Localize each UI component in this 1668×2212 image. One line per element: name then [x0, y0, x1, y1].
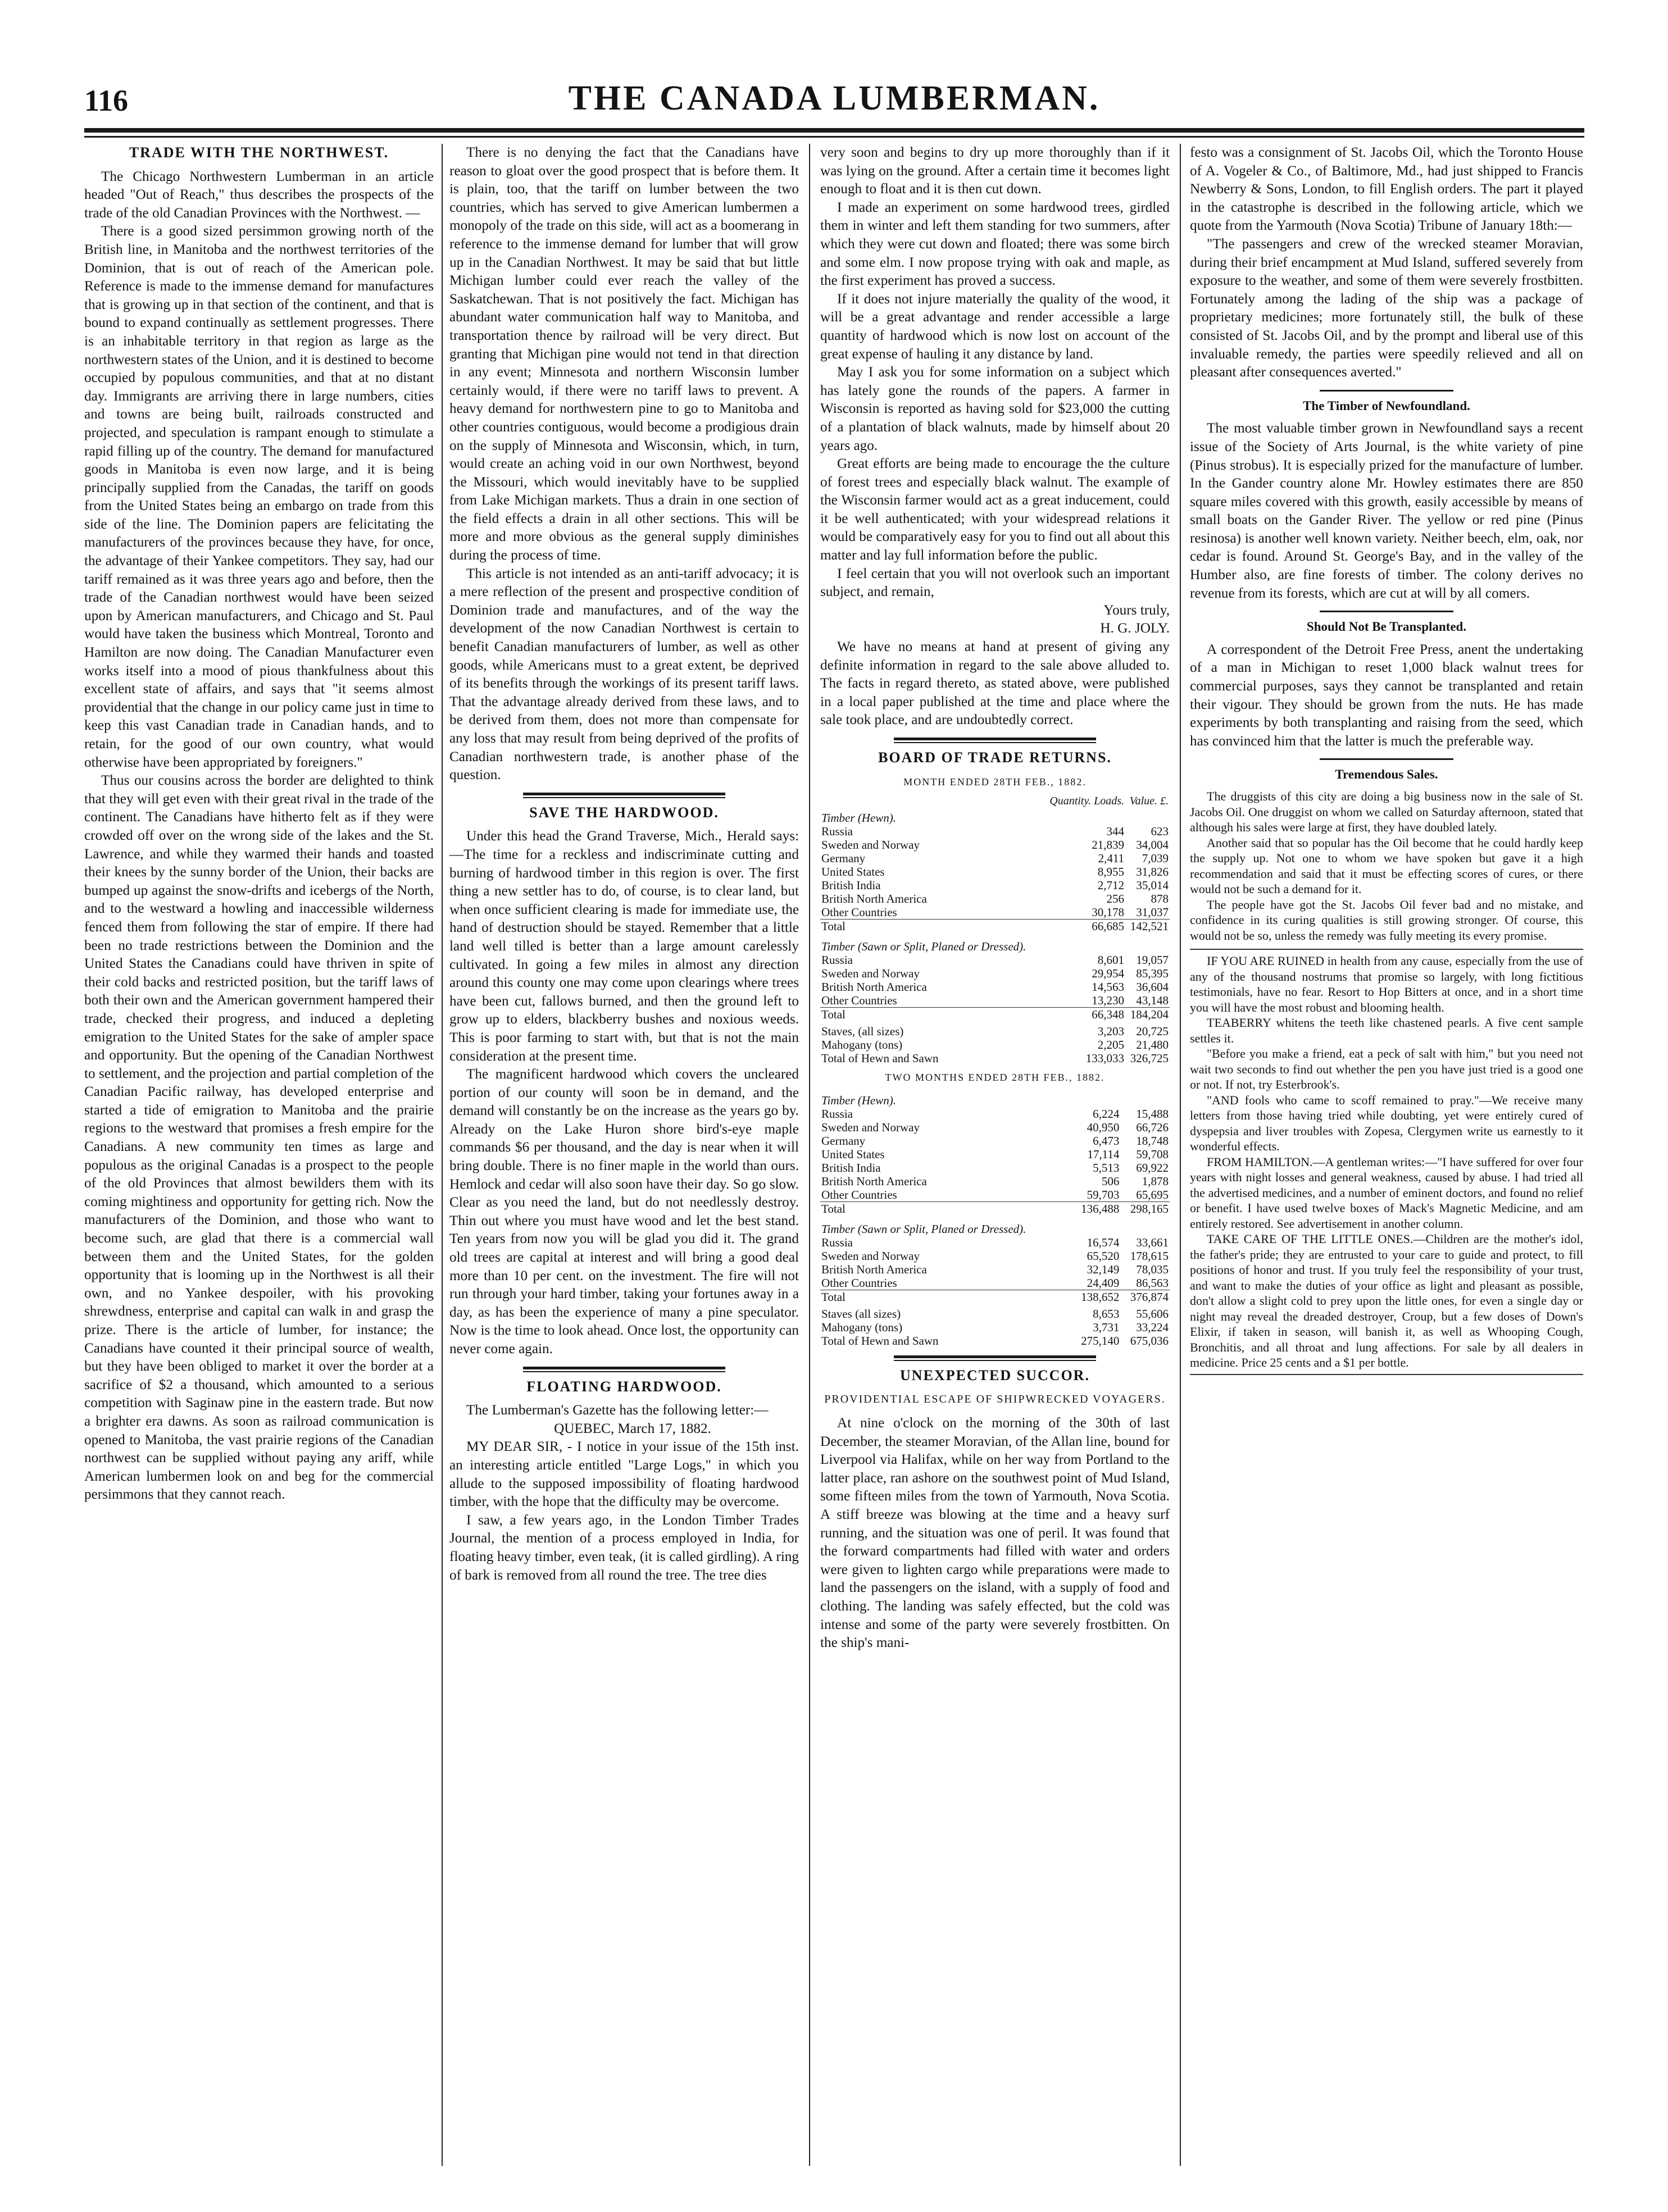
- article-paragraph: I saw, a few years ago, in the London Timber Trades Journal, the mention of a process employed in India, for floating heavy timber, even teak, (it is called girdling). A ring of bark is removed from all round the tree. The tree dies: [449, 1512, 799, 1583]
- value-cell: [1120, 1219, 1170, 1236]
- row-label: Germany: [821, 852, 866, 866]
- row-label: British India: [821, 1160, 881, 1175]
- column-4: [1190, 144, 1583, 2166]
- table-total-row: [820, 1290, 1170, 1307]
- value-cell: 178,615: [1130, 1249, 1169, 1263]
- table-row: [820, 838, 1170, 852]
- article-paragraph: very soon and begins to dry up more thoroughly than if it was lying on the ground. After a certain time it becomes light enough to float and it is then cut down.: [820, 145, 1170, 197]
- table-row: [820, 1276, 1170, 1290]
- section-separator: [894, 738, 1097, 743]
- row-label: Other Countries: [821, 1276, 897, 1290]
- table-row: [820, 1249, 1170, 1263]
- quantity-cell: 30,178: [1092, 905, 1125, 920]
- quantity-cell: 138,652: [1071, 1290, 1121, 1307]
- table-row: [820, 1307, 1170, 1321]
- advertisement: IF YOU ARE RUINED in health from any cause, especially from the use of any of the thousand nostrums that promise so largely, with long fictitious testimonials, have no fear. Resort to Hop Bitters at once, and in a short time you will have the most robust and blooming health.: [1190, 954, 1583, 1014]
- value-cell: 43,148: [1136, 994, 1169, 1008]
- row-label: Total of Hewn and Sawn: [821, 1052, 939, 1066]
- value-cell: 59,708: [1136, 1147, 1169, 1161]
- table-row: [820, 980, 1170, 994]
- page-header: [84, 79, 1584, 125]
- row-label: Sweden and Norway: [821, 1120, 920, 1134]
- table-row: [820, 1052, 1170, 1065]
- article-title: TRADE WITH THE NORTHWEST.: [129, 144, 389, 161]
- quantity-cell: 506: [1101, 1174, 1120, 1188]
- column-divider: [1180, 144, 1181, 2166]
- row-label: British India: [821, 879, 881, 893]
- value-cell: 55,606: [1136, 1307, 1169, 1321]
- value-cell: 878: [1151, 892, 1169, 906]
- article-paragraph: Another said that so popular has the Oil become that he could hardly keep the supply up. Not one to whom we have spoken but gave it a high recommendation and said that it must be effecting scores of cures, or there would not be such a demand for it.: [1190, 835, 1583, 896]
- table-total-row: [820, 1008, 1170, 1025]
- quantity-cell: 66,685: [1043, 920, 1125, 937]
- value-cell: 21,480: [1136, 1038, 1169, 1052]
- value-cell: [1125, 936, 1170, 953]
- table-row: [820, 1321, 1170, 1334]
- column-1: [84, 144, 434, 2166]
- article-paragraph: festo was a consignment of St. Jacobs Oil, which the Toronto House of A. Vogeler & Co., of Baltimore, Md., had just shipped to Francis Newberry & Sons, London, to fill English orders. The part it played in the catastrophe is described in the following article, which we quote from the Yarmouth (Nova Scotia) Tribune of January 18th:—: [1190, 145, 1583, 234]
- table-group-row: [820, 1219, 1170, 1236]
- value-cell: 86,563: [1136, 1276, 1169, 1290]
- advertisement: "AND fools who came to scoff remained to pray."—We receive many letters from those having tried while doubting, yet were entirely cured of dyspepsia and liver troubles with Zopesa, Clergymen write us earnestly to it wonderful effects.: [1190, 1093, 1583, 1153]
- quantity-cell: 8,955: [1097, 865, 1125, 879]
- table-row: [820, 852, 1170, 865]
- quantity-cell: 6,224: [1093, 1107, 1120, 1121]
- returns-table-two-months: [820, 1090, 1170, 1348]
- article-title: FLOATING HARDWOOD.: [526, 1378, 722, 1395]
- value-cell: 31,037: [1136, 905, 1169, 920]
- article-paragraph: This article is not intended as an anti-tariff advocacy; it is a mere reflection of the present and prospective condition of Dominion trade and manufactures, and of the way the development of the now Canadian Northwest is certain to benefit Canadian manufacturers of lumber, as well as other goods, while Americans must to a great extent, be deprived of its benefits through the workings of its present tariff laws. That the advantage already derived from these laws, and to be derived from them, does not more than compensate for any loss that may result from being deprived of the profits of Canadian northwestern trade, is another phase of the question.: [449, 566, 799, 783]
- table-period: MONTH ENDED 28TH FEB., 1882.: [903, 776, 1087, 788]
- row-label: Timber (Sawn or Split, Planed or Dressed).: [821, 940, 1026, 954]
- row-label: Other Countries: [821, 905, 897, 920]
- returns-table-month: [820, 794, 1170, 1065]
- section-separator: [523, 1367, 726, 1372]
- row-label: Timber (Hewn).: [821, 811, 896, 825]
- article-title: UNEXPECTED SUCCOR.: [900, 1367, 1090, 1383]
- row-label: British North America: [821, 892, 927, 906]
- advertisement: FROM HAMILTON.—A gentleman writes:—"I have suffered for over four years with night losses and general weakness, caused by abuse. I had tried all the advertised medicines, and a number of eminent doctors, and found no relief or benefit. I have used twelve boxes of Mack's Magnetic Medicine, and am entirely restored. See advertisement in another column.: [1190, 1154, 1583, 1231]
- table-row: [820, 892, 1170, 905]
- article-paragraph: The people have got the St. Jacobs Oil fever bad and no mistake, and confidence in its curing qualities is still growing stronger. Of course, this would not be so, unless the remedy was fully meeting its every promise.: [1190, 897, 1583, 943]
- quantity-cell: 13,230: [1092, 994, 1125, 1008]
- article-paragraph: The magnificent hardwood which covers the uncleared portion of our county will soon be in demand, and the demand will constantly be on the increase as the years go by. Already on the Lake Huron shore bird's-eye maple commands $6 per thousand, and the day is near when it will bring double. There is no finer maple in the world than ours. Hemlock and cedar will also soon have their day. So go slow. Clear as you need the land, but do not needlessly destroy. Thin out where you must have wood and let the best stand. Ten years from now you will be glad you did it. The grand old trees are capital at interest and will bring a good deal more than 10 per cent. on the investment. The fire will not run through your hard timber, taking your fortunes away in a day, as has been the experience of many a pine speculator. Now is the time to look ahead. Once lost, the opportunity can never come again.: [449, 1067, 799, 1357]
- row-label: United States: [821, 865, 885, 879]
- value-cell: 33,661: [1136, 1235, 1169, 1249]
- value-cell: 19,057: [1136, 953, 1169, 967]
- masthead-title: THE CANADA LUMBERMAN.: [568, 79, 1101, 117]
- row-label: Timber (Sawn or Split, Planed or Dressed).: [821, 1222, 1026, 1236]
- article-paragraph: The most valuable timber grown in Newfoundland says a recent issue of the Society of Arts Journal, is the white variety of pine (Pinus strobus). It is especially prized for the manufacture of lumber. In the Gander country alone Mr. Howley estimates there are 850 square miles covered with this growth, easily accessible by means of small boats on the Gander River. The yellow or red pine (Pinus resinosa) is another well known variety. Neither beech, elm, oak, nor cedar is found. Around St. George's Bay, and in the valley of the Humber also, are fine forests of timber. The colony derives no revenue from its forests, which are cut at will by all comers.: [1190, 421, 1583, 601]
- value-cell: 18,748: [1136, 1134, 1169, 1148]
- quantity-cell: 2,205: [1097, 1038, 1125, 1052]
- value-cell: 31,826: [1136, 865, 1169, 879]
- row-label: Russia: [821, 953, 853, 967]
- quantity-cell: [1071, 1219, 1121, 1236]
- quantity-cell: 136,488: [1071, 1201, 1121, 1219]
- table-period: TWO MONTHS ENDED 28TH FEB., 1882.: [885, 1072, 1105, 1084]
- section-separator: [1320, 390, 1453, 392]
- article-subtitle: PROVIDENTIAL ESCAPE OF SHIPWRECKED VOYAGERS.: [824, 1393, 1166, 1406]
- table-group-row: [820, 1090, 1170, 1107]
- value-cell: 7,039: [1142, 852, 1169, 866]
- article-paragraph: The Chicago Northwestern Lumberman in an article headed "Out of Reach," thus describes the prospects of the trade of the old Canadian Provinces with the Northwest. —: [84, 169, 434, 221]
- article-paragraph: "The passengers and crew of the wrecked steamer Moravian, during their brief encampment at Mud Island, suffered severely from exposure to the weather, and some of them were severely frostbitten. Fortunately among the lading of the ship was a package of proprietary medicines; more fortunately still, the bulk of these consisted of St. Jacobs Oil, and by the prompt and liberal use of this invaluable remedy, the parties were speedily relieved and all on pleasant after consequences averted.": [1190, 236, 1583, 380]
- advertisement: "Before you make a friend, eat a peck of salt with him," but you need not wait two seconds to find out whether the pen you have just tried is a good one or not. If not, try Esterbrook's.: [1190, 1046, 1583, 1091]
- quantity-cell: 17,114: [1087, 1147, 1120, 1161]
- value-cell: 15,488: [1136, 1107, 1169, 1121]
- table-group-row: [820, 936, 1170, 953]
- row-label: Mahogany (tons): [821, 1320, 903, 1334]
- value-cell: 20,725: [1136, 1025, 1169, 1039]
- row-label: Russia: [821, 1235, 853, 1249]
- table-total-row: [820, 920, 1170, 937]
- row-label: Staves, (all sizes): [821, 1025, 904, 1039]
- row-label: Timber (Hewn).: [821, 1093, 896, 1107]
- row-label: British North America: [821, 1262, 927, 1276]
- article-paragraph: The Lumberman's Gazette has the following letter:—: [466, 1403, 769, 1418]
- table-row: [820, 1236, 1170, 1249]
- row-label: Mahogany (tons): [821, 1038, 903, 1052]
- row-label: Other Countries: [821, 994, 897, 1008]
- section-separator: [1320, 611, 1453, 612]
- row-label: United States: [821, 1147, 885, 1161]
- table-header-row: [820, 794, 1170, 808]
- table-row: [820, 967, 1170, 980]
- quantity-cell: 8,653: [1093, 1307, 1120, 1321]
- quantity-header: Quantity. Loads.: [1049, 795, 1125, 808]
- quantity-cell: 256: [1106, 892, 1125, 906]
- header-rule: [84, 128, 1584, 133]
- article-paragraph: I made an experiment on some hardwood trees, girdled them in winter and left them standing for two summers, after which they were cut down and floated; there was some birch and some elm. I now propose trying with oak and maple, as the first experiment has proved a success.: [820, 199, 1170, 289]
- quantity-cell: 65,520: [1087, 1249, 1120, 1263]
- row-label: Sweden and Norway: [821, 1249, 920, 1263]
- table-row: [820, 1263, 1170, 1276]
- table-row: [820, 1025, 1170, 1038]
- table-row: [820, 1334, 1170, 1348]
- article-paragraph: May I ask you for some information on a subject which has lately gone the rounds of the papers. A farmer in Wisconsin is reported as having sold for $23,000 the cutting of a plantation of black walnuts, made by himself about 20 years ago.: [820, 365, 1170, 453]
- value-cell: 142,521: [1125, 920, 1170, 937]
- article-title: SAVE THE HARDWOOD.: [529, 804, 719, 821]
- table-row: [820, 865, 1170, 879]
- column-divider: [442, 144, 443, 2166]
- table-total-row: [820, 1201, 1170, 1219]
- article-paragraph: We have no means at hand at present of giving any definite information in regard to the sale above alluded to. The facts in regard thereto, as stated above, were published in a local paper published at the time and place where the sale took place, and are undoubtedly correct.: [820, 639, 1170, 728]
- article-paragraph: If it does not injure materially the quality of the wood, it will be a great advantage and render accessible a large quantity of hardwood which is now lost on account of the great expense of hauling it any distance by land.: [820, 291, 1170, 362]
- quantity-cell: 3,731: [1093, 1320, 1120, 1334]
- value-cell: 376,874: [1120, 1290, 1170, 1307]
- advertisements: [1190, 949, 1583, 1375]
- table-row: [820, 905, 1170, 920]
- article-paragraph: There is no denying the fact that the Canadians have reason to gloat over the good prospect that is before them. It is plain, too, that the tariff on lumber between the two countries, which has served to give American lumbermen a monopoly of the trade on this side, will act as a boomerang in reference to the immense demand for lumber that will grow up in the Canadian Northwest. It may be said that but little Michigan lumber could ever reach the valley of the Saskatchewan. That is not positively the fact. Michigan has abundant water communication half way to Manitoba, and transportation thence by railroad will be very direct. But granting that Michigan pine would not tend in that direction in any event; Minnesota and northern Wisconsin lumber certainly would, if there were no tariff laws to prevent. A heavy demand for northwestern pine to go to Manitoba and other countries contiguous, would become a prodigious drain on the supply of Minnesota and Wisconsin, which, in turn, would create an aching void in our own Northwest, beyond the Missouri, which would inevitably have to be supplied from Lake Michigan markets. Thus a drain in one section of the field effects a drain in all other sections. This will be more and more obvious as the general supply diminishes during the process of time.: [449, 145, 799, 563]
- quantity-cell: 66,348: [1043, 1008, 1125, 1025]
- column-2: [449, 144, 799, 2166]
- table-row: [820, 879, 1170, 892]
- article-paragraph: I feel certain that you will not overlook such an important subject, and remain,: [820, 566, 1170, 600]
- article-paragraph: MY DEAR SIR, - I notice in your issue of the 15th inst. an interesting article entitled "Large Logs," in which you allude to the supposed impossibility of floating hardwood timber, with the hope that the difficulty may be overcome.: [449, 1439, 799, 1510]
- article-paragraph: Great efforts are being made to encourage the the culture of forest trees and especially black walnut. The example of the Wisconsin farmer would act as a great inducement, could it be well authenticated; with your widespread relations it would be comparatively easy for you to find out all about this matter and lay full information before the public.: [820, 456, 1170, 563]
- row-label: British North America: [821, 1174, 927, 1188]
- article-title: Should Not Be Transplanted.: [1306, 620, 1467, 634]
- value-cell: 623: [1151, 825, 1169, 839]
- page-number: 116: [84, 84, 129, 117]
- row-label: Staves (all sizes): [821, 1307, 901, 1321]
- row-label: Total: [820, 1201, 1071, 1219]
- column-divider: [809, 144, 810, 2166]
- value-header: Value. £.: [1129, 795, 1169, 808]
- value-cell: 34,004: [1136, 838, 1169, 852]
- value-cell: 33,224: [1136, 1320, 1169, 1334]
- table-row: [820, 1121, 1170, 1134]
- article-title: The Timber of Newfoundland.: [1303, 398, 1470, 413]
- quantity-cell: 40,950: [1087, 1120, 1120, 1134]
- article-paragraph: There is a good sized persimmon growing north of the British line, in Manitoba and the northwest territories of the Dominion, that is out of reach of the American pole. Reference is made to the immense demand for manufactures that is growing up in that section of the continent, and that is bound to expand continually as settlement progresses. There is an inhabitable territory in that region as large as the northwestern states of the Union, and it is destined to become occupied by populous communities, and that at no distant day. Immigrants are arriving there in large numbers, cities and towns are being built, railroads constructed and projected, and speculation is rampant enough to stimulate a rapid filling up of the country. The demand for manufactured goods in Manitoba is even now large, and it is being principally supplied from the Canadas, the tariff on goods from the United States being an embargo on trade from this side of the line. The Dominion papers are felicitating the manufacturers of the provinces because they have, for once, the advantage of their Yankee competitors. They say, had our tariff remained as it was three years ago and before, then the trade of the Canadian northwest would have been seized upon by American manufacturers, and Chicago and St. Paul would have taken the business which Montreal, Toronto and Hamilton are now doing. The Canadian Manufacturer even works itself into a mood of pious thankfulness about this excellent state of affairs, and says that "it seems almost providential that the change in our policy came just in time to keep this vast Canadian trade in Canadian hands, and to retain, for the good of our own country, what would otherwise have been appropriated by foreigners.": [84, 224, 434, 770]
- article-paragraph: A correspondent of the Detroit Free Press, anent the undertaking of a man in Michigan to reset 1,000 black walnut trees for commercial purposes, says they cannot be transplanted and retain their vigour. They should be grown from the nuts. He has made experiments by both transplanting and raising from the seed, which has convinced him that the latter is much the preferable way.: [1190, 641, 1583, 749]
- article-paragraph: The druggists of this city are doing a big business now in the sale of St. Jacobs Oil. One druggist on whom we called on Saturday afternoon, stated that although his sales were large at first, they have doubled lately.: [1190, 789, 1583, 834]
- row-label: British North America: [821, 980, 927, 994]
- quantity-cell: [1043, 808, 1125, 825]
- value-cell: 69,922: [1136, 1160, 1169, 1175]
- quantity-cell: 14,563: [1092, 980, 1125, 994]
- article-paragraph: At nine o'clock on the morning of the 30th of last December, the steamer Moravian, of the Allan line, bound for Liverpool via Halifax, while on her way from Portland to the latter place, ran ashore on the southwest point of Mud Island, some fifteen miles from the town of Yarmouth, Nova Scotia. A stiff breeze was blowing at the time and a heavy surf running, and the situation was one of peril. It was found that the forward compartments had filled with water and orders were given to lighten cargo while preparations were made to land the passengers on the island, with a supply of food and clothing. The landing was safely effected, but the cold was intense and some of the party were severely frostbitten. On the ship's mani-: [820, 1415, 1170, 1651]
- value-cell: [1125, 808, 1170, 825]
- row-label: Total: [820, 1008, 1043, 1025]
- quantity-cell: 32,149: [1087, 1262, 1120, 1276]
- article-title: Tremendous Sales.: [1335, 767, 1438, 782]
- quantity-cell: 5,513: [1093, 1160, 1120, 1175]
- row-label: Total of Hewn and Sawn: [821, 1333, 939, 1348]
- table-row: [820, 1107, 1170, 1121]
- quantity-cell: 2,411: [1098, 852, 1125, 866]
- row-label: Sweden and Norway: [821, 967, 920, 981]
- section-separator: [894, 1355, 1097, 1361]
- row-label: Germany: [821, 1134, 866, 1148]
- value-cell: 66,726: [1136, 1120, 1169, 1134]
- quantity-cell: 344: [1106, 825, 1125, 839]
- value-cell: 36,604: [1136, 980, 1169, 994]
- table-row: [820, 953, 1170, 967]
- table-row: [820, 825, 1170, 838]
- section-separator: [523, 793, 726, 798]
- advertisement: TAKE CARE OF THE LITTLE ONES.—Children are the mother's idol, the father's pride; they are entrusted to your care to guide and protect, to fill positions of honor and trust. If you truly feel the responsibility of your trust, and want to make the duties of your office as light and pleasant as possible, don't allow a slight cold to prey upon the little ones, for even a single day or night may reveal the dreaded destroyer, Croup, but a few doses of Down's Elixir, if taken in season, will banish it, as well as Whooping Cough, Bronchitis, and all throat and lung affections. For sale by all dealers in medicine. Price 25 cents and a $1 per bottle.: [1190, 1232, 1583, 1369]
- quantity-cell: 59,703: [1087, 1187, 1120, 1201]
- quantity-cell: [1043, 936, 1125, 953]
- column-3: [820, 144, 1170, 2166]
- letter-closing: Yours truly,: [1103, 602, 1170, 618]
- table-row: [820, 1148, 1170, 1161]
- quantity-cell: [1071, 1090, 1121, 1107]
- table-row: [820, 1038, 1170, 1052]
- quantity-cell: 3,203: [1097, 1025, 1125, 1039]
- row-label: Total: [820, 1290, 1071, 1307]
- article-paragraph: Thus our cousins across the border are delighted to think that they will get even with their great rival in the trade of the continent. The Canadians have hitherto felt as if they were crowded off over on the wrong side of the lakes and the St. Lawrence, and while they warmed their hands and toasted their knees by the sunny border of the Union, their backs are bumped up against the snow-drifts and icebergs of the North, and to the westward a howling and inaccessible wilderness fenced them from following the star of empire. If there had been no trade restrictions between the Dominion and the United States the Canadians could have thriven in spite of their cold backs and restricted position, but the tariff laws of both their own and the American government hampered their trade, checked their progress, and induced a depleting emigration to the United States for the sake of ampler space and opportunity. But the opening of the Canadian Northwest to settlement, and the projection and partial completion of the Canadian Pacific railway, has developed enterprise and started a tide of emigration to Manitoba and the prairie regions to the westward that promises a fresh empire for the Canadians. A new community ten times as large and populous as the original Canadas is a prospect to the people of the old Provinces that almost bewilders them with its coming mightiness and opportunity for getting rich. Now the manufacturers of the Dominion, and those who want to become such, are glad that there is a commercial wall between them and the United States, for the golden opportunity that is looming up in the Northwest is all their own, and no Yankee despoiler, with his provoking shrewdness, enterprise and capital can walk in and grasp the prize. There is the article of lumber, for instance; the Canadians have counted it their principal source of wealth, but they have been obliged to market it over the border at a sacrifice of $2 a thousand, which amounted to a serious competition with Saginaw pine in the eastern trade. But now a brighter era dawns. As soon as railroad communication is opened to Manitoba, the vast prairie regions of the Canadian northwest can be supplied without paying any ariff, while American lumbermen look on and beg for the commercial persimmons that they cannot reach.: [84, 773, 434, 1503]
- value-cell: [1120, 1090, 1170, 1107]
- quantity-cell: 29,954: [1092, 967, 1125, 981]
- value-cell: 326,725: [1130, 1052, 1169, 1066]
- table-row: [820, 1175, 1170, 1188]
- value-cell: 184,204: [1125, 1008, 1170, 1025]
- table-row: [820, 1134, 1170, 1148]
- row-label: Other Countries: [821, 1187, 897, 1201]
- quantity-cell: 24,409: [1087, 1276, 1120, 1290]
- table-group-row: [820, 808, 1170, 825]
- table-row: [820, 1188, 1170, 1202]
- quantity-cell: 2,712: [1097, 879, 1125, 893]
- value-cell: 65,695: [1136, 1187, 1169, 1201]
- quantity-cell: 8,601: [1097, 953, 1125, 967]
- table-row: [820, 994, 1170, 1008]
- quantity-cell: 275,140: [1081, 1333, 1120, 1348]
- row-label: Total: [820, 920, 1043, 937]
- table-row: [820, 1161, 1170, 1175]
- row-label: Russia: [821, 1107, 853, 1121]
- value-cell: 1,878: [1142, 1174, 1169, 1188]
- quantity-cell: 133,033: [1085, 1052, 1125, 1066]
- row-label: Sweden and Norway: [821, 838, 920, 852]
- value-cell: 85,395: [1136, 967, 1169, 981]
- value-cell: 78,035: [1136, 1262, 1169, 1276]
- letter-dateline: QUEBEC, March 17, 1882.: [554, 1421, 711, 1436]
- value-cell: 675,036: [1130, 1333, 1169, 1348]
- header-rule-thin: [84, 136, 1584, 138]
- quantity-cell: 16,574: [1087, 1235, 1120, 1249]
- table-title: BOARD OF TRADE RETURNS.: [878, 749, 1112, 766]
- value-cell: 298,165: [1120, 1201, 1170, 1219]
- value-cell: 35,014: [1136, 879, 1169, 893]
- section-separator: [1320, 758, 1453, 760]
- row-label: Russia: [821, 825, 853, 839]
- article-paragraph: Under this head the Grand Traverse, Mich., Herald says:—The time for a reckless and indiscriminate cutting and burning of hardwood timber in this region is over. The first thing a new settler has to do, of course, is to clear land, but when once sufficient clearing is made for immediate use, the hand of destruction should be stayed. Remember that a little land well tilled is better than a large amount carelessly cultivated. In going a few miles in almost any direction around this county one may come upon clearings where trees have been cut, fallows burned, and then the ground left to grow up to elders, blackberry bushes and noxious weeds. This is poor farming to start with, but that is not the main consideration at the present time.: [449, 829, 799, 1064]
- quantity-cell: 6,473: [1093, 1134, 1120, 1148]
- quantity-cell: 21,839: [1092, 838, 1125, 852]
- advertisement: TEABERRY whitens the teeth like chastened pearls. A five cent sample settles it.: [1190, 1016, 1583, 1045]
- letter-signature: H. G. JOLY.: [1100, 621, 1170, 636]
